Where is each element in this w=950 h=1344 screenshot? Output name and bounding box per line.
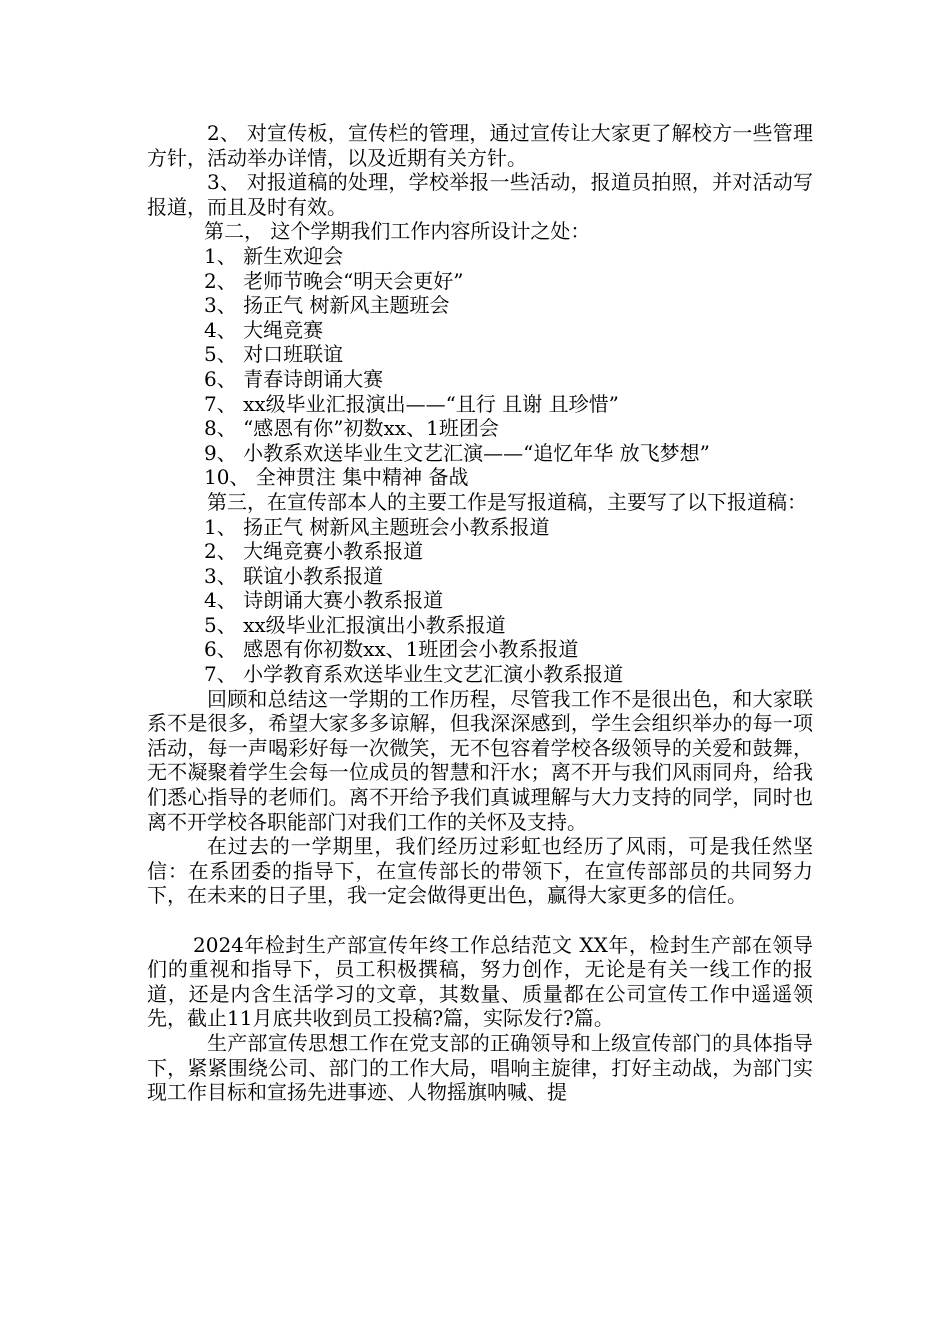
list-item: 1、 新生欢迎会 [204,243,344,268]
section3-heading: 第三，在宣传部本人的主要工作是写报道稿，主要写了以下报道稿： [207,489,807,514]
paragraph-article2-body: 生产部宣传思想工作在党支部的正确领导和上级宣传部门的具体指导下，紧紧围绕公司、部门的工作大局，唱响主旋律，打好主动战，为部门实现工作目标和宣扬先进事迹、人物摇旗呐喊、提 [147,1030,813,1105]
list-item: 4、 大绳竞赛 [204,317,324,342]
list-item: 1、 扬正气 树新风主题班会小教系报道 [204,514,550,539]
paragraph-closing: 在过去的一学期里，我们经历过彩虹也经历了风雨，可是我任然坚信：在系团委的指导下，在宣传部长的带领下，在宣传部部员的共同努力下，在未来的日子里，我一定会做得更出色，赢得大家更多的信任。 [147,834,813,908]
list-item: 7、 xx级毕业汇报演出——“且行 且谢 且珍惜” [204,391,619,416]
section2-heading: 第二， 这个学期我们工作内容所设计之处： [204,219,591,244]
list-item: 4、 诗朗诵大赛小教系报道 [204,588,444,613]
list-item: 3、 扬正气 树新风主题班会 [204,293,450,318]
section3-list [147,515,813,687]
list-item: 6、 青春诗朗诵大赛 [204,366,384,391]
list-item: 6、 感恩有你初数xx、1班团会小教系报道 [204,637,579,662]
paragraph-review: 回顾和总结这一学期的工作历程，尽管我工作不是很出色，和大家联系不是很多，希望大家多多谅解，但我深深感到，学生会组织举办的每一项活动，每一声喝彩好每一次微笑，无不包容着学校各级领导的关爱和鼓舞，无不凝聚着学生会每一位成员的智慧和汗水；离不开与我们风雨同舟，给我们悉心指导的老师们。离不开给予我们真诚理解与大力支持的同学，同时也离不开学校各职能部门对我们工作的关怀及支持。 [147,686,813,834]
paragraph-section1-item3: 3、 对报道稿的处理，学校举报一些活动，报道员拍照，并对活动写报道，而且及时有效。 [147,170,813,219]
paragraph-gap [147,908,813,933]
list-item: 5、 对口班联谊 [204,342,344,367]
list-item: 2、 大绳竞赛小教系报道 [204,539,424,564]
paragraph-section1-item2: 2、 对宣传板，宣传栏的管理，通过宣传让大家更了解校方一些管理方针，活动举办详情，以及近期有关方针。 [147,121,813,170]
list-item: 3、 联谊小教系报道 [204,563,384,588]
paragraph-article2-intro: 2024年检封生产部宣传年终工作总结范文 XX年，检封生产部在领导们的重视和指导下，员工积极撰稿，努力创作，无论是有关一线工作的报道，还是内含生活学习的文章，其数量、质量都在公司宣传工作中遥遥领先，截止11月底共收到员工投稿?篇，实际发行?篇。 [147,932,813,1031]
list-item: 9、 小教系欢送毕业生文艺汇演——“追忆年华 放飞梦想” [204,440,710,465]
section2-list [147,244,813,490]
list-item: 10、 全神贯注 集中精神 备战 [204,465,469,490]
list-item: 5、 xx级毕业汇报演出小教系报道 [204,612,506,637]
list-item: 2、 老师节晚会“明天会更好” [204,268,464,293]
list-item: 8、 “感恩有你”初数xx、1班团会 [204,416,499,441]
document-body [147,121,813,1105]
list-item: 7、 小学教育系欢送毕业生文艺汇演小教系报道 [204,662,624,687]
